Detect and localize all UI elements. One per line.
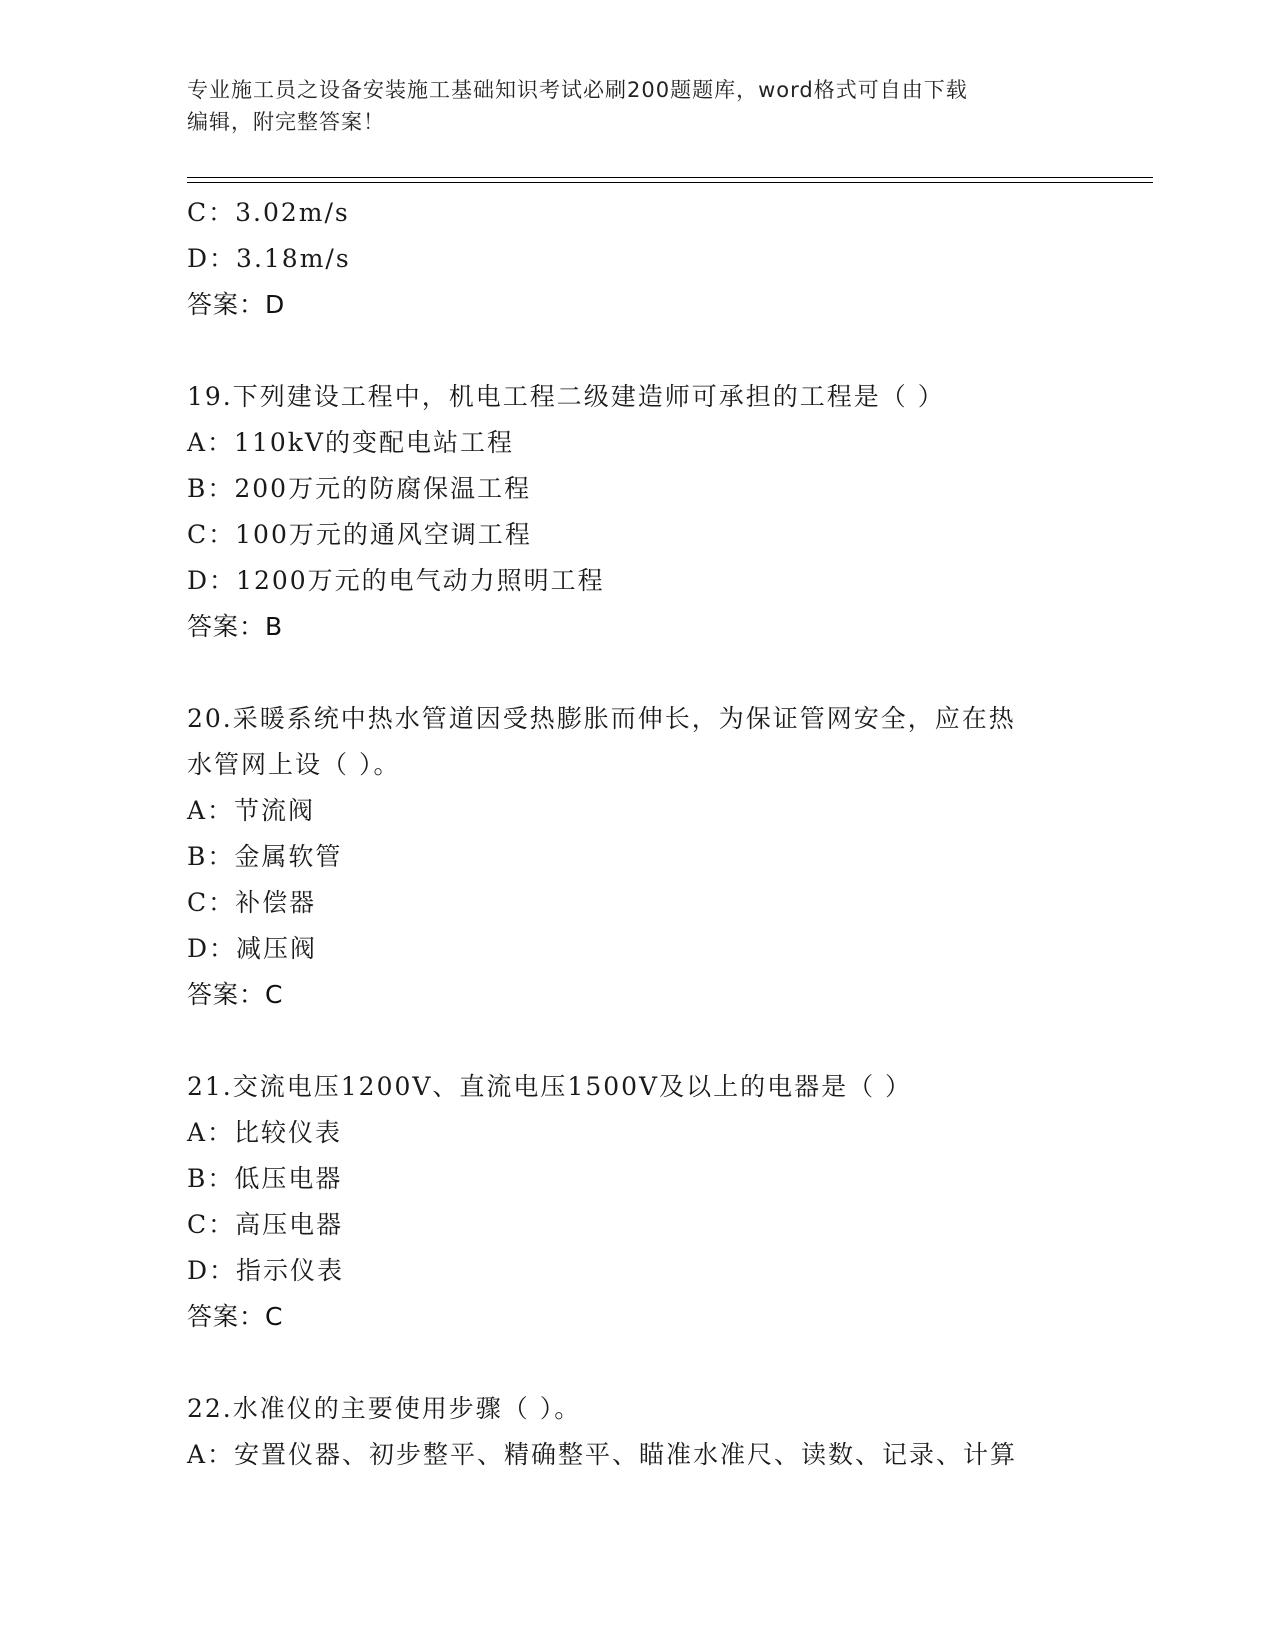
question-stem: 20.采暖系统中热水管道因受热膨胀而伸长，为保证管网安全，应在热 (187, 704, 1016, 733)
question-block-20 (187, 696, 1087, 1018)
answer-line: 答案：B (187, 612, 284, 641)
option-b: B：200万元的防腐保温工程 (187, 474, 532, 503)
option-c: C：100万元的通风空调工程 (187, 520, 532, 549)
option-d: D：3.18m/s (187, 244, 351, 273)
option-d: D：指示仪表 (187, 1256, 345, 1285)
question-block-18 (187, 190, 1087, 328)
header-line-1: 专业施工员之设备安装施工基础知识考试必刷200题题库，word格式可自由下载 (187, 78, 968, 102)
document-header (187, 74, 1077, 138)
question-block-19 (187, 374, 1087, 650)
option-c: C：3.02m/s (187, 198, 350, 227)
option-a: A：110kV的变配电站工程 (187, 428, 514, 457)
header-line-2: 编辑，附完整答案！ (187, 110, 385, 134)
answer-line: 答案：C (187, 1302, 284, 1331)
question-stem: 21.交流电压1200V、直流电压1500V及以上的电器是（ ） (187, 1072, 913, 1101)
question-list (187, 190, 1087, 1478)
answer-line: 答案：D (187, 290, 286, 319)
option-b: B：低压电器 (187, 1164, 343, 1193)
question-block-21 (187, 1064, 1087, 1340)
option-a: A：安置仪器、初步整平、精确整平、瞄准水准尺、读数、记录、计算 (187, 1440, 1018, 1469)
option-a: A：节流阀 (187, 796, 316, 825)
question-stem: 19.下列建设工程中，机电工程二级建造师可承担的工程是（ ） (187, 382, 945, 411)
option-c: C：补偿器 (187, 888, 317, 917)
question-block-22 (187, 1386, 1087, 1478)
option-b: B：金属软管 (187, 842, 343, 871)
header-rule-bottom (187, 182, 1153, 183)
answer-line: 答案：C (187, 980, 284, 1009)
spacer (187, 650, 1087, 696)
spacer (187, 1018, 1087, 1064)
question-stem-continued: 水管网上设（ ）。 (187, 750, 401, 779)
question-stem: 22.水准仪的主要使用步骤（ ）。 (187, 1394, 582, 1423)
option-d: D：减压阀 (187, 934, 318, 963)
header-rule-top (187, 177, 1153, 178)
spacer (187, 1340, 1087, 1386)
option-d: D：1200万元的电气动力照明工程 (187, 566, 605, 595)
option-a: A：比较仪表 (187, 1118, 343, 1147)
option-c: C：高压电器 (187, 1210, 344, 1239)
spacer (187, 328, 1087, 374)
